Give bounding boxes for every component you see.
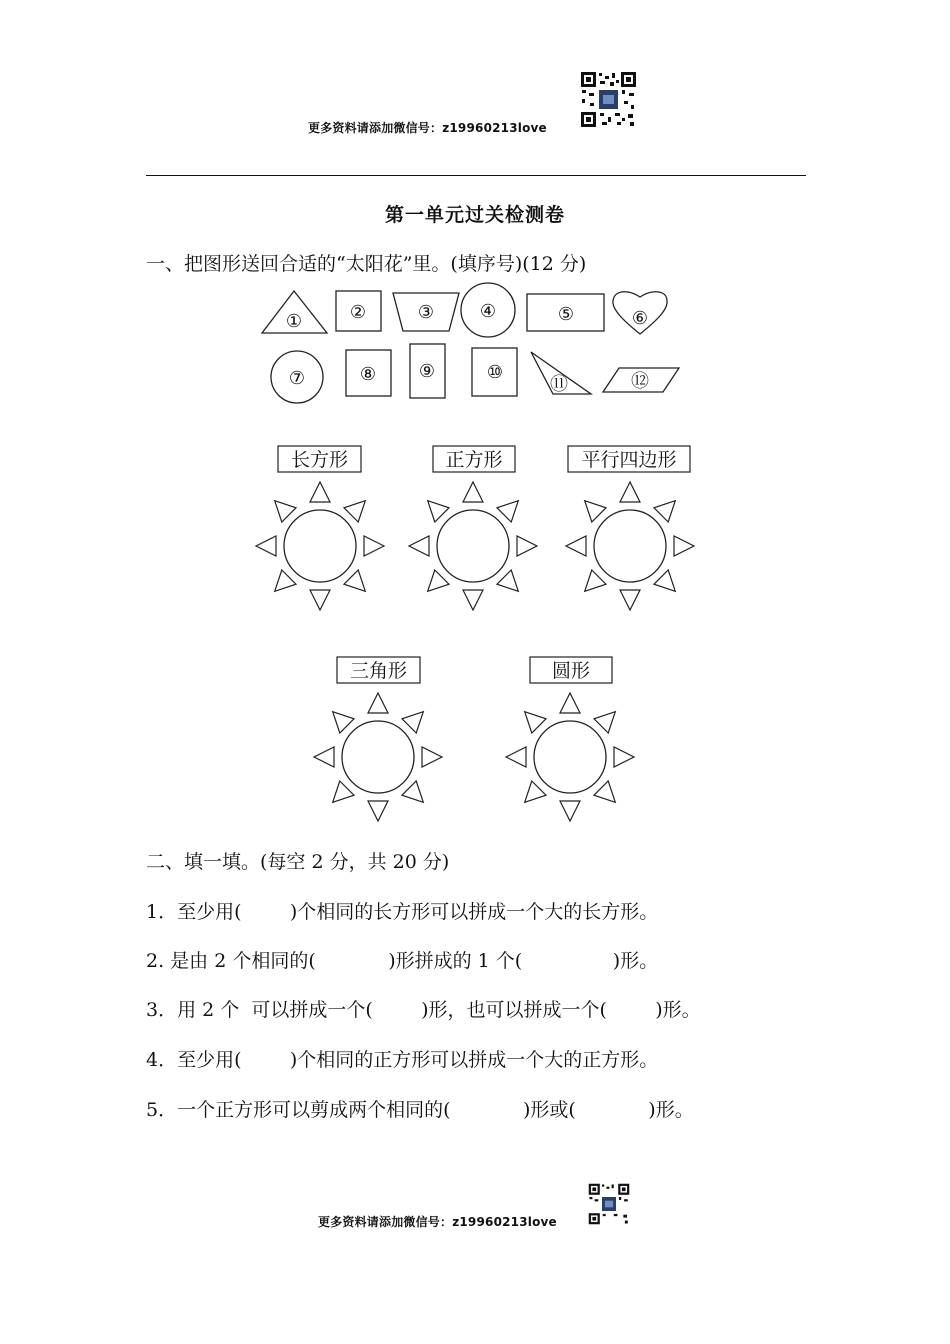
sun-flower	[409, 446, 537, 610]
sun-ray-triangle	[368, 693, 388, 713]
sun-ray-triangle	[364, 536, 384, 556]
sun-label: 长方形	[290, 449, 349, 471]
sun-label: 平行四边形	[581, 449, 677, 471]
shape-number: ⑧	[359, 364, 377, 385]
sun-center-circle	[437, 510, 509, 582]
sun-ray-triangle	[674, 536, 694, 556]
sun-ray-triangle	[594, 781, 615, 802]
sun-ray-triangle	[654, 501, 675, 522]
sun-ray-triangle	[497, 501, 518, 522]
sun-label: 正方形	[445, 449, 503, 471]
shape-number: ①	[285, 311, 303, 332]
fill-item-4: 4．至少用( )个相同的正方形可以拼成一个大的正方形。	[146, 1049, 659, 1071]
sun-ray-triangle	[620, 590, 640, 610]
shape-number: ⑩	[486, 362, 504, 383]
shape-number: ③	[417, 302, 435, 323]
sun-ray-triangle	[654, 570, 675, 591]
shape-number: ⑪	[550, 374, 568, 395]
qr-code-icon-footer	[588, 1183, 630, 1225]
sun-ray-triangle	[368, 801, 388, 821]
sun-ray-triangle	[333, 781, 354, 802]
sun-ray-triangle	[344, 501, 365, 522]
fill-item-5: 5．一个正方形可以剪成两个相同的( )形或( )形。	[146, 1099, 694, 1121]
sun-ray-triangle	[585, 570, 606, 591]
header-note: 更多资料请添加微信号：z19960213love	[308, 121, 547, 135]
shape-number: ⑫	[631, 371, 649, 392]
sun-ray-triangle	[409, 536, 429, 556]
sun-ray-triangle	[344, 570, 365, 591]
sun-ray-triangle	[525, 712, 546, 733]
sun-ray-triangle	[525, 781, 546, 802]
sun-ray-triangle	[463, 590, 483, 610]
sun-ray-triangle	[422, 747, 442, 767]
sun-ray-triangle	[463, 482, 483, 502]
shape-number: ⑨	[418, 361, 436, 382]
sun-ray-triangle	[428, 501, 449, 522]
sun-flower	[506, 657, 634, 821]
sun-flower	[566, 446, 694, 610]
sun-ray-triangle	[620, 482, 640, 502]
sun-ray-triangle	[560, 801, 580, 821]
sun-ray-triangle	[310, 590, 330, 610]
sun-ray-triangle	[314, 747, 334, 767]
sun-center-circle	[594, 510, 666, 582]
fill-item-1: 1．至少用( )个相同的长方形可以拼成一个大的长方形。	[146, 901, 659, 923]
sun-ray-triangle	[560, 693, 580, 713]
page-title: 第一单元过关检测卷	[384, 204, 565, 226]
sun-ray-triangle	[402, 781, 423, 802]
sun-ray-triangle	[517, 536, 537, 556]
sun-flower	[256, 446, 384, 610]
shape-number: ⑤	[557, 304, 575, 325]
sun-ray-triangle	[506, 747, 526, 767]
sun-ray-triangle	[566, 536, 586, 556]
sun-ray-triangle	[275, 570, 296, 591]
section2-heading: 二、填一填。(每空 2 分，共 20 分)	[146, 851, 450, 873]
shape-number: ④	[479, 301, 497, 322]
section1-heading: 一、把图形送回合适的“太阳花”里。(填序号)(12 分)	[146, 253, 587, 275]
shape-number: ⑦	[288, 368, 306, 389]
sun-flower	[314, 657, 442, 821]
sun-center-circle	[342, 721, 414, 793]
sun-ray-triangle	[585, 501, 606, 522]
fill-item-2: 2. 是由 2 个相同的( )形拼成的 1 个( )形。	[146, 950, 659, 972]
sun-ray-triangle	[497, 570, 518, 591]
sun-ray-triangle	[428, 570, 449, 591]
sun-ray-triangle	[614, 747, 634, 767]
sun-center-circle	[534, 721, 606, 793]
sun-ray-triangle	[333, 712, 354, 733]
sun-label: 圆形	[551, 660, 591, 682]
footer-note: 更多资料请添加微信号：z19960213love	[318, 1215, 557, 1229]
fill-item-3: 3．用 2 个 可以拼成一个( )形，也可以拼成一个( )形。	[146, 999, 701, 1021]
sun-ray-triangle	[256, 536, 276, 556]
shape-number: ②	[349, 302, 367, 323]
sun-center-circle	[284, 510, 356, 582]
shape-number: ⑥	[631, 308, 649, 329]
sun-ray-triangle	[594, 712, 615, 733]
sun-label: 三角形	[349, 660, 408, 682]
sun-ray-triangle	[402, 712, 423, 733]
sun-ray-triangle	[310, 482, 330, 502]
sun-ray-triangle	[275, 501, 296, 522]
